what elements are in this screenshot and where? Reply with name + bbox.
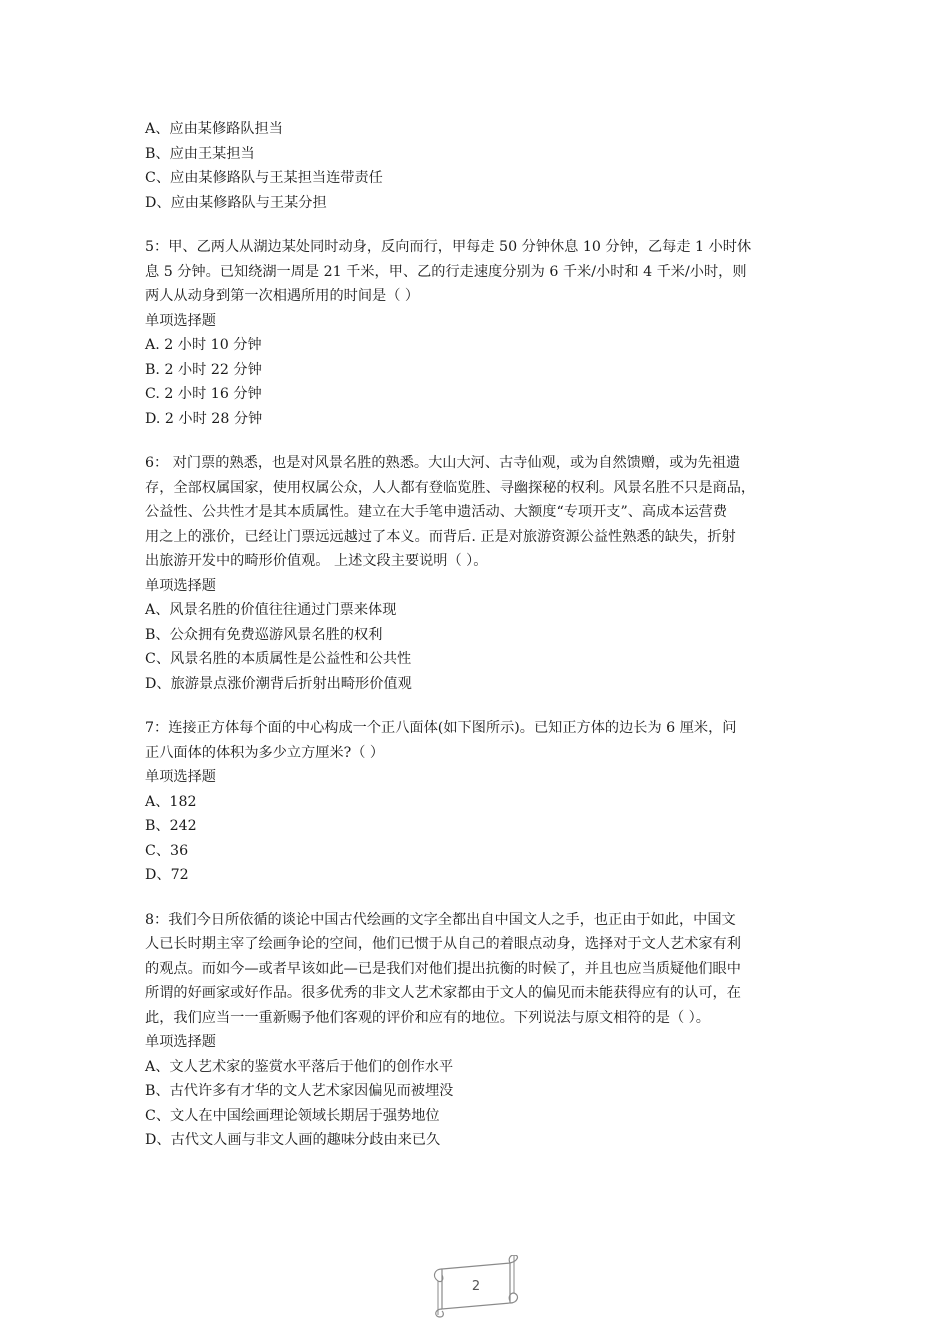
option-d: D、古代文人画与非文人画的趣味分歧由来已久: [145, 1132, 441, 1148]
question-7: [145, 716, 810, 888]
question-4-options: [145, 117, 810, 215]
question-text-line: 存，全部权属国家，使用权属公众，人人都有登临览胜、寻幽探秘的权利。风景名胜不只是商品，: [145, 479, 756, 496]
question-text-line: 两人从动身到第一次相遇所用的时间是（ ）: [145, 288, 420, 304]
question-type: 单项选择题: [145, 577, 216, 594]
option-a: A. 2 小时 10 分钟: [145, 337, 262, 353]
option-d: D. 2 小时 28 分钟: [145, 410, 263, 427]
question-text-line: 8：我们今日所依循的谈论中国古代绘画的文字全都出自中国文人之手，也正由于如此，中国文: [145, 911, 736, 928]
question-text-line: 此，我们应当一一重新赐予他们客观的评价和应有的地位。下列说法与原文相符的是（ ）。: [145, 1009, 710, 1026]
question-type: 单项选择题: [145, 1034, 216, 1050]
question-6: [145, 451, 810, 696]
option-b: B. 2 小时 22 分钟: [145, 361, 262, 378]
option-d: D、72: [145, 867, 189, 883]
option-a: A、文人艺术家的鉴赏水平落后于他们的创作水平: [145, 1058, 454, 1075]
question-text-line: 息 5 分钟。已知绕湖一周是 21 千米，甲、乙的行走速度分别为 6 千米/小时和 4 千米/小时，则: [145, 263, 747, 280]
option-c: C、文人在中国绘画理论领域长期居于强势地位: [145, 1107, 440, 1124]
option-d: D、旅游景点涨价潮背后折射出畸形价值观: [145, 675, 412, 692]
option-c: C、风景名胜的本质属性是公益性和公共性: [145, 651, 412, 667]
option-b: B、应由王某担当: [145, 145, 255, 162]
question-text-line: 用之上的涨价，已经让门票远远越过了本义。而背后. 正是对旅游资源公益性熟悉的缺失，折射: [145, 528, 736, 545]
option-c: C. 2 小时 16 分钟: [145, 386, 262, 402]
question-text-line: 正八面体的体积为多少立方厘米?（ ）: [145, 744, 385, 761]
option-a: A、182: [145, 793, 197, 810]
option-b: B、242: [145, 818, 197, 834]
question-text-line: 出旅游开发中的畸形价值观。 上述文段主要说明（ ）。: [145, 553, 488, 569]
question-8: [145, 908, 810, 1153]
option-c: C、应由某修路队与王某担当连带责任: [145, 170, 383, 186]
question-text-line: 公益性、公共性才是其本质属性。建立在大手笔申遗活动、大额度“专项开支”、高成本运营费: [145, 504, 728, 520]
document-body: [145, 117, 810, 1173]
question-5: [145, 235, 810, 431]
option-c: C、36: [145, 842, 189, 859]
page-footer: [430, 1255, 522, 1321]
question-text-line: 6： 对门票的熟悉，也是对风景名胜的熟悉。大山大河、古寺仙观，或为自然馈赠，或为先祖遗: [145, 455, 741, 471]
question-text-line: 7：连接正方体每个面的中心构成一个正八面体(如下图所示)。已知正方体的边长为 6 厘米，问: [145, 720, 737, 736]
page-number: 2: [471, 1279, 481, 1294]
option-b: B、公众拥有免费巡游风景名胜的权利: [145, 626, 383, 643]
question-text-line: 5：甲、乙两人从湖边某处同时动身，反向而行，甲每走 50 分钟休息 10 分钟，乙每走 1 小时休: [145, 239, 752, 255]
option-d: D、应由某修路队与王某分担: [145, 194, 327, 211]
question-type: 单项选择题: [145, 312, 216, 329]
option-a: A、风景名胜的价值往往通过门票来体现: [145, 602, 397, 618]
question-text-line: 人已长时期主宰了绘画争论的空间，他们已惯于从自己的着眼点动身，选择对于文人艺术家有利: [145, 936, 741, 952]
option-a: A、应由某修路队担当: [145, 121, 283, 137]
question-text-line: 所谓的好画家或好作品。很多优秀的非文人艺术家都由于文人的偏见而未能获得应有的认可，在: [145, 985, 741, 1001]
option-b: B、古代许多有才华的文人艺术家因偏见而被埋没: [145, 1083, 454, 1099]
question-text-line: 的观点。而如今—或者早该如此—已是我们对他们提出抗衡的时候了，并且也应当质疑他们眼中: [145, 960, 741, 977]
question-type: 单项选择题: [145, 769, 216, 785]
